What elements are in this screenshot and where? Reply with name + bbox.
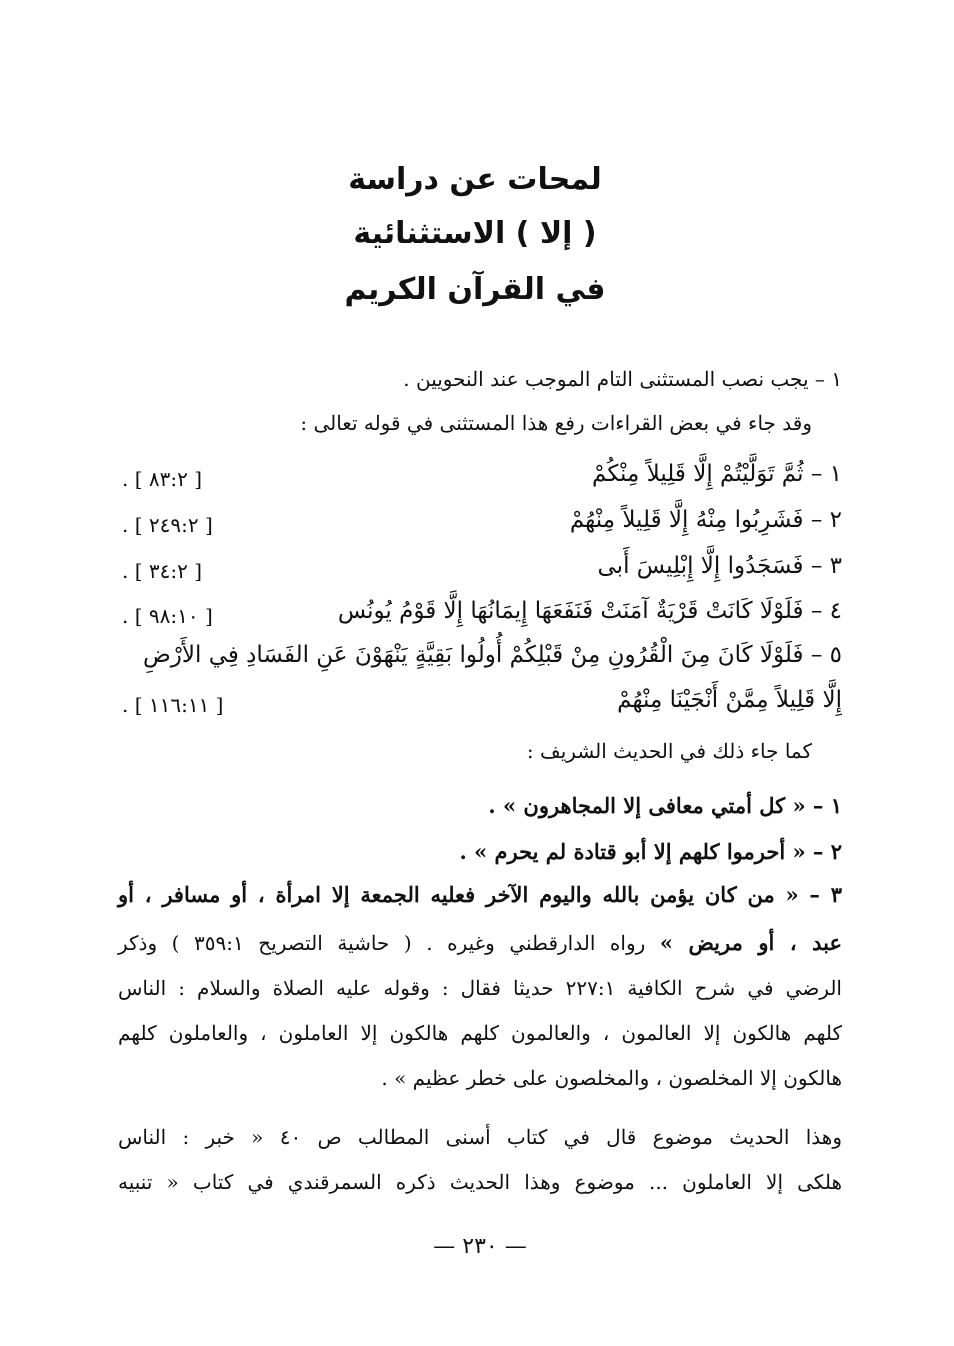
body-line-3: هالكون إلا المخلصون ، والمخلصون على خطر عظيم » . <box>381 1066 842 1090</box>
verse-5-continued: إِلَّا قَلِيلاً مِمَّنْ أَنْجَيْنَا مِنْهُمْ <box>617 687 842 713</box>
body-line-1: الرضي في شرح الكافية ٢٢٧:١ حديثا فقال : وقوله عليه الصلاة والسلام : الناس <box>118 976 842 1000</box>
verse-ref-3: . [ ٣٤:٢ ] <box>122 559 203 583</box>
title-line-2: ( إلا ) الاستثنائية <box>353 216 597 251</box>
hadith-intro: كما جاء ذلك في الحديث الشريف : <box>526 739 812 763</box>
closing-line-1: وهذا الحديث موضوع قال في كتاب أسنى المطالب ص ٤٠ « خبر : الناس <box>118 1125 843 1149</box>
closing-line-2: هلكى إلا العاملون ... موضوع وهذا الحديث ذكره السمرقندي في كتاب « تنبيه <box>118 1170 842 1194</box>
verse-2: ٢ – فَشَرِبُوا مِنْهُ إِلَّا قَلِيلاً مِنْهُمْ <box>569 507 842 533</box>
intro-line-1: ١ – يجب نصب المستثنى التام الموجب عند النحويين . <box>403 367 842 391</box>
verse-ref-2: . [ ٢٤٩:٢ ] <box>122 513 213 537</box>
hadith-1: ١ – « كل أمتي معافى إلا المجاهرون » . <box>488 793 842 818</box>
hadith-3-line-1: ٣ – « من كان يؤمن بالله واليوم الآخر فعليه الجمعة إلا امرأة ، أو مسافر ، أو <box>118 882 842 907</box>
verse-4: ٤ – فَلَوْلَا كَانَتْ قَرْيَةٌ آمَنَتْ فَنَفَعَهَا إِيمَانُهَا إِلَّا قَوْمُ يُونُس <box>337 598 842 624</box>
verse-ref-4: . [ ٩٨:١٠ ] <box>122 604 213 628</box>
page-number: — ٢٣٠ — <box>433 1234 527 1259</box>
body-line-2: كلهم هالكون إلا العالمون ، والعالمون كلهم هالكون إلا العاملون ، والعاملون كلهم <box>118 1021 842 1045</box>
hadith-3-rest: رواه الدارقطني وغيره . ( حاشية التصريح ٣٥٩:١ ) وذكر <box>118 931 660 955</box>
verse-5: ٥ – فَلَوْلَا كَانَ مِنَ الْقُرُونِ مِنْ قَبْلِكُمْ أُولُوا بَقِيَّةٍ يَنْهَوْنَ عَنِ الفَسَادِ فِي الأَرْضِ <box>142 642 842 668</box>
title-line-3: في القرآن الكريم <box>344 272 606 307</box>
hadith-3-bold-part: عبد ، أو مريض » <box>659 930 842 955</box>
verse-ref-1: . [ ٨٣:٢ ] <box>122 467 203 491</box>
title-line-1: لمحات عن دراسة <box>348 162 602 197</box>
verse-1: ١ – ثُمَّ تَوَلَّيْتُمْ إِلَّا قَلِيلاً مِنْكُمْ <box>592 461 842 487</box>
intro-line-2: وقد جاء في بعض القراءات رفع هذا المستثنى في قوله تعالى : <box>300 411 812 435</box>
hadith-2: ٢ – « أحرموا كلهم إلا أبو قتادة لم يحرم » . <box>459 839 842 864</box>
hadith-3-line-2 <box>118 928 842 958</box>
verse-3: ٣ – فَسَجَدُوا إِلَّا إِبْلِيسَ أَبى <box>597 553 842 579</box>
verse-ref-5: . [ ١١٦:١١ ] <box>122 693 224 717</box>
